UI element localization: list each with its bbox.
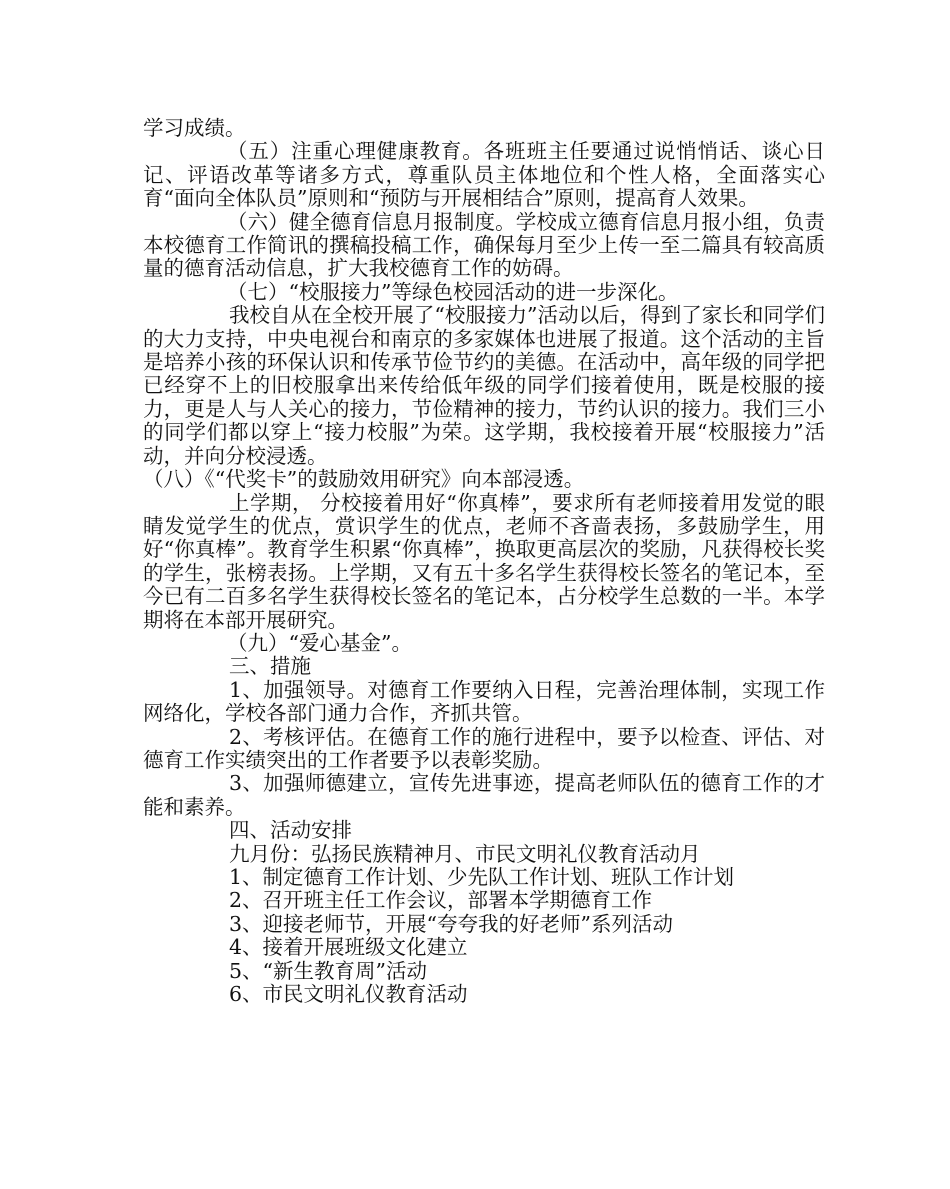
heading-activities: 四、活动安排 (229, 818, 352, 843)
paragraph-section-6: （六）健全德育信息月报制度。学校成立德育信息月报小组，负责本校德育工作简讯的撰稿投稿工作，确保每月至少上传一至二篇具有较高质量的德育活动信息，扩大我校德育工作的妨碍。 (143, 209, 825, 281)
paragraph-measure-3: 3、加强师德建立，宣传先进事迹，提高老师队伍的德育工作的才能和素养。 (143, 771, 825, 819)
activity-item-6: 6、市民文明礼仪教育活动 (229, 982, 468, 1007)
activity-item-4: 4、接着开展班级文化建立 (229, 935, 468, 960)
paragraph-measure-1: 1、加强领导。对德育工作要纳入日程，完善治理体制，实现工作网络化，学校各部门通力合作，齐抓共管。 (143, 677, 825, 726)
paragraph-section-7-heading: （七）“校服接力”等绿色校园活动的进一步深化。 (227, 279, 679, 304)
paragraph-section-9-heading: （九）“爱心基金”。 (227, 630, 412, 655)
heading-measures: 三、措施 (229, 654, 311, 679)
paragraph-reward-card: 上学期， 分校接着用好“你真棒”，要求所有老师接着用发觉的眼睛发觉学生的优点，赏识学生的优点，老师不吝啬表扬，多鼓励学生，用好“你真棒”。教育学生积累“你真棒”，换取更高层次的奖励，凡获得校长奖的学生，张榜表扬。上学期，又有五十多名学生获得校长签名的笔记本，至今已有二百多名学生获得校长签名的笔记本，占分校学生总数的一半。本学期将在本部开展研究。 (143, 490, 825, 632)
document-body (143, 117, 825, 1006)
paragraph-section-5: （五）注重心理健康教育。各班班主任要通过说悄悄话、谈心日记、评语改革等诸多方式，尊重队员主体地位和个性人格，全面落实心育“面向全体队员”原则和“预防与开展相结合”原则，提高育人效果。 (143, 139, 825, 211)
activity-item-5: 5、“新生教育周”活动 (229, 958, 428, 983)
activity-item-1: 1、制定德育工作计划、少先队工作计划、班队工作计划 (229, 865, 735, 889)
paragraph-measure-2: 2、考核评估。在德育工作的施行进程中，要予以检查、评估、对德育工作实绩突出的工作者要予以表彰奖励。 (143, 724, 825, 772)
paragraph-section-8-heading: （八）《“代奖卡”的鼓励效用研究》向本部浸透。 (143, 467, 585, 492)
activity-month-september: 九月份：弘扬民族精神月、市民文明礼仪教育活动月 (229, 841, 701, 866)
paragraph-uniform-relay: 我校自从在全校开展了“校服接力”活动以后，得到了家长和同学们的大力支持，中央电视台和南京的多家媒体也进展了报道。这个活动的主旨是培养小孩的环保认识和传承节俭节约的美德。在活动中，高年级的同学把已经穿不上的旧校服拿出来传给低年级的同学们接着使用，既是校服的接力，更是人与人关心的接力，节俭精神的接力，节约认识的接力。我们三小的同学们都以穿上“接力校服”为荣。这学期，我校接着开展“校服接力”活动，并向分校浸透。 (143, 303, 825, 468)
paragraph-continuation: 学习成绩。 (143, 116, 246, 140)
activity-item-3: 3、迎接老师节，开展“夸夸我的好老师”系列活动 (229, 911, 674, 936)
activity-item-2: 2、召开班主任工作会议，部署本学期德育工作 (229, 888, 653, 913)
